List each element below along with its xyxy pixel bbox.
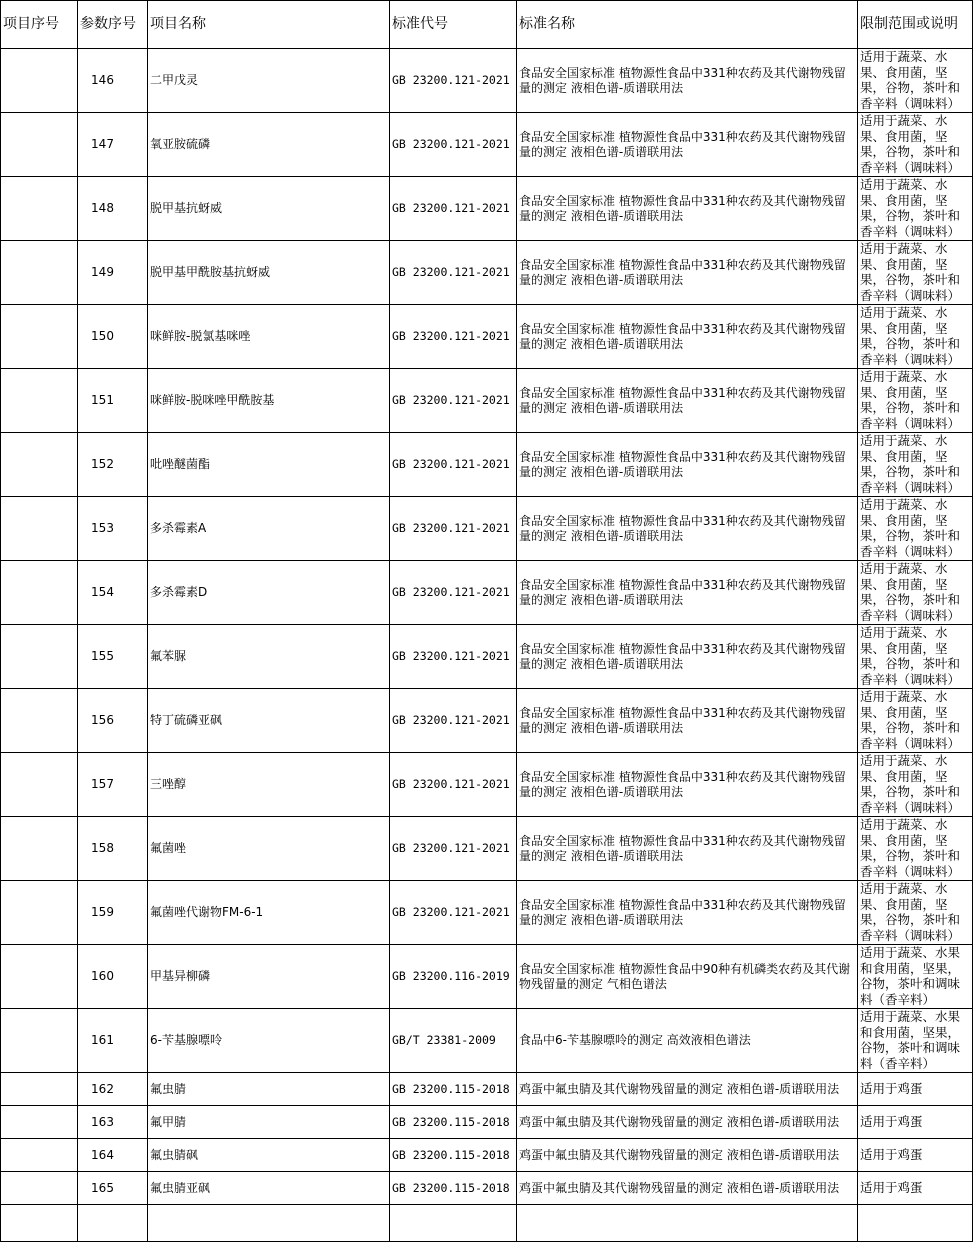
std-name-cell: 食品中6-苄基腺嘌呤的测定 高效液相色谱法 xyxy=(517,1009,858,1073)
param-no-cell: 146 xyxy=(78,49,148,113)
item-no-cell xyxy=(1,49,78,113)
param-no-cell: 159 xyxy=(78,881,148,945)
empty-cell xyxy=(517,1205,858,1242)
param-no-cell: 162 xyxy=(78,1073,148,1106)
std-code-cell: GB 23200.121-2021 xyxy=(390,177,517,241)
std-code-cell: GB 23200.121-2021 xyxy=(390,817,517,881)
std-code-cell: GB 23200.121-2021 xyxy=(390,433,517,497)
std-code-cell: GB 23200.121-2021 xyxy=(390,497,517,561)
scope-cell: 适用于蔬菜、水果、食用菌，坚果，谷物，茶叶和香辛料（调味料） xyxy=(858,689,973,753)
empty-cell xyxy=(390,1205,517,1242)
header-param-no: 参数序号 xyxy=(78,1,148,49)
std-name-cell: 鸡蛋中氟虫腈及其代谢物残留量的测定 液相色谱-质谱联用法 xyxy=(517,1073,858,1106)
item-name-cell: 特丁硫磷亚砜 xyxy=(148,689,390,753)
item-no-cell xyxy=(1,561,78,625)
param-no-cell: 158 xyxy=(78,817,148,881)
scope-cell: 适用于蔬菜、水果和食用菌，坚果，谷物，茶叶和调味料（香辛料） xyxy=(858,945,973,1009)
param-no-cell: 153 xyxy=(78,497,148,561)
param-no-cell: 154 xyxy=(78,561,148,625)
item-no-cell xyxy=(1,1139,78,1172)
scope-cell: 适用于蔬菜、水果、食用菌，坚果，谷物，茶叶和香辛料（调味料） xyxy=(858,177,973,241)
std-name-cell: 食品安全国家标准 植物源性食品中331种农药及其代谢物残留量的测定 液相色谱-质谱联用法 xyxy=(517,753,858,817)
table-row xyxy=(1,1106,973,1139)
scope-cell: 适用于鸡蛋 xyxy=(858,1073,973,1106)
scope-cell: 适用于蔬菜、水果、食用菌，坚果，谷物，茶叶和香辛料（调味料） xyxy=(858,113,973,177)
item-name-cell: 6-苄基腺嘌呤 xyxy=(148,1009,390,1073)
empty-cell xyxy=(78,1205,148,1242)
table-row xyxy=(1,49,973,113)
empty-cell xyxy=(148,1205,390,1242)
std-name-cell: 食品安全国家标准 植物源性食品中331种农药及其代谢物残留量的测定 液相色谱-质谱联用法 xyxy=(517,561,858,625)
item-name-cell: 氟菌唑 xyxy=(148,817,390,881)
scope-cell: 适用于鸡蛋 xyxy=(858,1172,973,1205)
std-code-cell: GB 23200.121-2021 xyxy=(390,625,517,689)
scope-cell: 适用于鸡蛋 xyxy=(858,1139,973,1172)
item-no-cell xyxy=(1,817,78,881)
table-row xyxy=(1,881,973,945)
table-row xyxy=(1,817,973,881)
std-code-cell: GB 23200.121-2021 xyxy=(390,369,517,433)
item-name-cell: 多杀霉素D xyxy=(148,561,390,625)
header-row xyxy=(1,1,973,49)
item-no-cell xyxy=(1,241,78,305)
item-no-cell xyxy=(1,1106,78,1139)
item-no-cell xyxy=(1,945,78,1009)
table-row xyxy=(1,177,973,241)
table-row xyxy=(1,625,973,689)
item-no-cell xyxy=(1,881,78,945)
scope-cell: 适用于蔬菜、水果、食用菌，坚果，谷物，茶叶和香辛料（调味料） xyxy=(858,241,973,305)
item-name-cell: 咪鲜胺-脱咪唑甲酰胺基 xyxy=(148,369,390,433)
item-no-cell xyxy=(1,369,78,433)
item-name-cell: 脱甲基抗蚜威 xyxy=(148,177,390,241)
std-code-cell: GB 23200.121-2021 xyxy=(390,689,517,753)
table-row xyxy=(1,305,973,369)
header-std-name: 标准名称 xyxy=(517,1,858,49)
std-code-cell: GB 23200.121-2021 xyxy=(390,49,517,113)
std-code-cell: GB 23200.115-2018 xyxy=(390,1172,517,1205)
param-no-cell: 149 xyxy=(78,241,148,305)
std-name-cell: 食品安全国家标准 植物源性食品中331种农药及其代谢物残留量的测定 液相色谱-质谱联用法 xyxy=(517,817,858,881)
table-row xyxy=(1,945,973,1009)
scope-cell: 适用于蔬菜、水果、食用菌，坚果，谷物，茶叶和香辛料（调味料） xyxy=(858,817,973,881)
item-name-cell: 二甲戊灵 xyxy=(148,49,390,113)
scope-cell: 适用于蔬菜、水果、食用菌，坚果，谷物，茶叶和香辛料（调味料） xyxy=(858,497,973,561)
param-no-cell: 156 xyxy=(78,689,148,753)
std-name-cell: 鸡蛋中氟虫腈及其代谢物残留量的测定 液相色谱-质谱联用法 xyxy=(517,1139,858,1172)
item-name-cell: 氧亚胺硫磷 xyxy=(148,113,390,177)
table-row xyxy=(1,1172,973,1205)
std-name-cell: 食品安全国家标准 植物源性食品中331种农药及其代谢物残留量的测定 液相色谱-质谱联用法 xyxy=(517,305,858,369)
item-name-cell: 三唑醇 xyxy=(148,753,390,817)
scope-cell: 适用于鸡蛋 xyxy=(858,1106,973,1139)
item-no-cell xyxy=(1,433,78,497)
item-name-cell: 咪鲜胺-脱氯基咪唑 xyxy=(148,305,390,369)
table-row xyxy=(1,497,973,561)
scope-cell: 适用于蔬菜、水果、食用菌，坚果，谷物，茶叶和香辛料（调味料） xyxy=(858,561,973,625)
item-name-cell: 氟虫腈亚砜 xyxy=(148,1172,390,1205)
scope-cell: 适用于蔬菜、水果、食用菌，坚果，谷物，茶叶和香辛料（调味料） xyxy=(858,305,973,369)
param-no-cell: 160 xyxy=(78,945,148,1009)
item-no-cell xyxy=(1,753,78,817)
std-name-cell: 鸡蛋中氟虫腈及其代谢物残留量的测定 液相色谱-质谱联用法 xyxy=(517,1172,858,1205)
std-name-cell: 食品安全国家标准 植物源性食品中331种农药及其代谢物残留量的测定 液相色谱-质谱联用法 xyxy=(517,177,858,241)
item-no-cell xyxy=(1,625,78,689)
item-name-cell: 多杀霉素A xyxy=(148,497,390,561)
table-row xyxy=(1,433,973,497)
item-no-cell xyxy=(1,305,78,369)
table-row xyxy=(1,1205,973,1242)
param-no-cell: 150 xyxy=(78,305,148,369)
header-item-name: 项目名称 xyxy=(148,1,390,49)
std-name-cell: 食品安全国家标准 植物源性食品中331种农药及其代谢物残留量的测定 液相色谱-质谱联用法 xyxy=(517,625,858,689)
table-row xyxy=(1,1009,973,1073)
std-code-cell: GB 23200.121-2021 xyxy=(390,113,517,177)
table-row xyxy=(1,561,973,625)
std-name-cell: 食品安全国家标准 植物源性食品中331种农药及其代谢物残留量的测定 液相色谱-质谱联用法 xyxy=(517,433,858,497)
std-code-cell: GB 23200.115-2018 xyxy=(390,1106,517,1139)
std-name-cell: 鸡蛋中氟虫腈及其代谢物残留量的测定 液相色谱-质谱联用法 xyxy=(517,1106,858,1139)
param-no-cell: 161 xyxy=(78,1009,148,1073)
std-name-cell: 食品安全国家标准 植物源性食品中331种农药及其代谢物残留量的测定 液相色谱-质谱联用法 xyxy=(517,689,858,753)
std-name-cell: 食品安全国家标准 植物源性食品中331种农药及其代谢物残留量的测定 液相色谱-质谱联用法 xyxy=(517,241,858,305)
empty-cell xyxy=(858,1205,973,1242)
std-name-cell: 食品安全国家标准 植物源性食品中331种农药及其代谢物残留量的测定 液相色谱-质谱联用法 xyxy=(517,49,858,113)
item-name-cell: 甲基异柳磷 xyxy=(148,945,390,1009)
param-no-cell: 155 xyxy=(78,625,148,689)
std-code-cell: GB 23200.121-2021 xyxy=(390,305,517,369)
std-name-cell: 食品安全国家标准 植物源性食品中331种农药及其代谢物残留量的测定 液相色谱-质谱联用法 xyxy=(517,113,858,177)
table-row xyxy=(1,1073,973,1106)
table-row xyxy=(1,241,973,305)
item-name-cell: 氟菌唑代谢物FM-6-1 xyxy=(148,881,390,945)
std-code-cell: GB 23200.116-2019 xyxy=(390,945,517,1009)
param-no-cell: 147 xyxy=(78,113,148,177)
header-std-code: 标准代号 xyxy=(390,1,517,49)
param-no-cell: 164 xyxy=(78,1139,148,1172)
table-row xyxy=(1,369,973,433)
empty-cell xyxy=(1,1205,78,1242)
table-row xyxy=(1,1139,973,1172)
item-no-cell xyxy=(1,497,78,561)
table-row xyxy=(1,753,973,817)
scope-cell: 适用于蔬菜、水果、食用菌，坚果，谷物，茶叶和香辛料（调味料） xyxy=(858,881,973,945)
item-name-cell: 氟虫腈 xyxy=(148,1073,390,1106)
header-item-no: 项目序号 xyxy=(1,1,78,49)
std-code-cell: GB 23200.121-2021 xyxy=(390,241,517,305)
item-name-cell: 氟虫腈砜 xyxy=(148,1139,390,1172)
item-name-cell: 吡唑醚菌酯 xyxy=(148,433,390,497)
scope-cell: 适用于蔬菜、水果、食用菌，坚果，谷物，茶叶和香辛料（调味料） xyxy=(858,49,973,113)
std-code-cell: GB/T 23381-2009 xyxy=(390,1009,517,1073)
std-name-cell: 食品安全国家标准 植物源性食品中90种有机磷类农药及其代谢物残留量的测定 气相色谱法 xyxy=(517,945,858,1009)
param-no-cell: 148 xyxy=(78,177,148,241)
item-no-cell xyxy=(1,1172,78,1205)
item-no-cell xyxy=(1,1009,78,1073)
scope-cell: 适用于蔬菜、水果、食用菌，坚果，谷物，茶叶和香辛料（调味料） xyxy=(858,369,973,433)
item-no-cell xyxy=(1,689,78,753)
item-name-cell: 氟甲腈 xyxy=(148,1106,390,1139)
std-code-cell: GB 23200.115-2018 xyxy=(390,1073,517,1106)
item-no-cell xyxy=(1,177,78,241)
item-name-cell: 脱甲基甲酰胺基抗蚜威 xyxy=(148,241,390,305)
scope-cell: 适用于蔬菜、水果、食用菌，坚果，谷物，茶叶和香辛料（调味料） xyxy=(858,625,973,689)
item-no-cell xyxy=(1,113,78,177)
std-name-cell: 食品安全国家标准 植物源性食品中331种农药及其代谢物残留量的测定 液相色谱-质谱联用法 xyxy=(517,881,858,945)
std-code-cell: GB 23200.121-2021 xyxy=(390,561,517,625)
std-code-cell: GB 23200.121-2021 xyxy=(390,753,517,817)
std-code-cell: GB 23200.121-2021 xyxy=(390,881,517,945)
scope-cell: 适用于蔬菜、水果、食用菌，坚果，谷物，茶叶和香辛料（调味料） xyxy=(858,433,973,497)
header-scope: 限制范围或说明 xyxy=(858,1,973,49)
scope-cell: 适用于蔬菜、水果和食用菌，坚果，谷物，茶叶和调味料（香辛料） xyxy=(858,1009,973,1073)
std-name-cell: 食品安全国家标准 植物源性食品中331种农药及其代谢物残留量的测定 液相色谱-质谱联用法 xyxy=(517,369,858,433)
param-no-cell: 157 xyxy=(78,753,148,817)
std-code-cell: GB 23200.115-2018 xyxy=(390,1139,517,1172)
param-no-cell: 163 xyxy=(78,1106,148,1139)
param-no-cell: 165 xyxy=(78,1172,148,1205)
item-no-cell xyxy=(1,1073,78,1106)
table-row xyxy=(1,689,973,753)
param-no-cell: 151 xyxy=(78,369,148,433)
param-no-cell: 152 xyxy=(78,433,148,497)
item-name-cell: 氟苯脲 xyxy=(148,625,390,689)
std-name-cell: 食品安全国家标准 植物源性食品中331种农药及其代谢物残留量的测定 液相色谱-质谱联用法 xyxy=(517,497,858,561)
table-row xyxy=(1,113,973,177)
scope-cell: 适用于蔬菜、水果、食用菌，坚果，谷物，茶叶和香辛料（调味料） xyxy=(858,753,973,817)
